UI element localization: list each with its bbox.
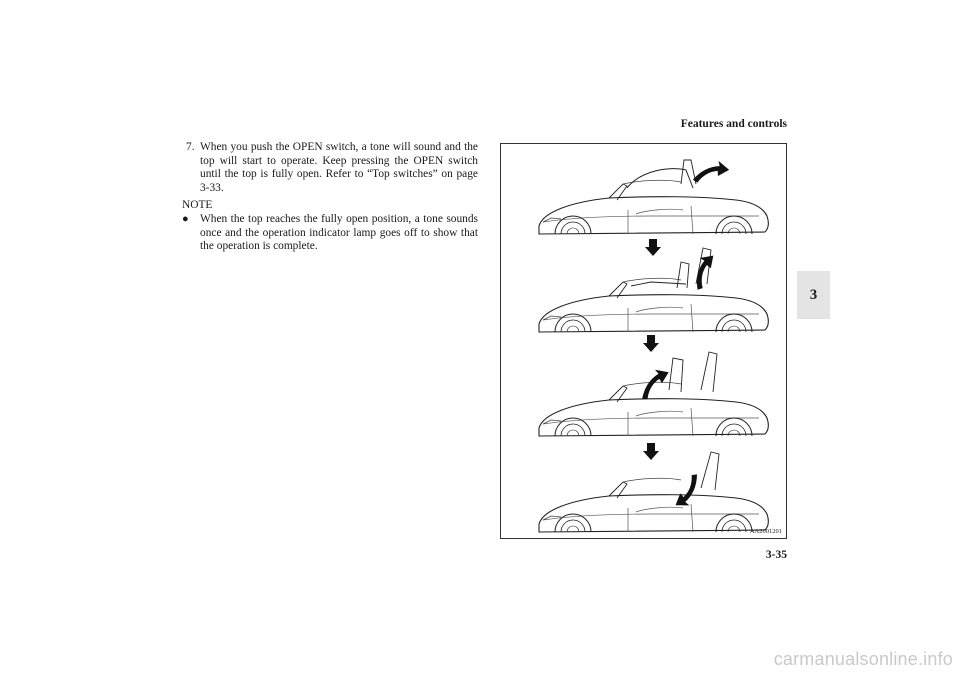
- convertible-top-figure: [500, 143, 787, 539]
- figure-illustration: [501, 144, 786, 538]
- note-text: When the top reaches the fully open position, a tone sounds once and the operation indicator lamp goes off to show that the operation is complete.: [200, 212, 478, 253]
- section-header: Features and controls: [680, 118, 787, 130]
- note-title: NOTE: [182, 199, 213, 212]
- curved-arrow-icon: [683, 250, 725, 291]
- car-stage-4: [539, 452, 768, 532]
- step-number: 7.: [186, 141, 195, 153]
- chapter-tab: [797, 271, 830, 319]
- step-text: When you push the OPEN switch, a tone will sound and the top will start to operate. Keep pressing the OPEN switch until the top is fully open. Refer to “Top switches” on page 3-33.: [200, 141, 478, 194]
- step-item: [186, 141, 478, 195]
- chapter-tab-number: 3: [809, 286, 818, 303]
- page-number: 3-35: [765, 549, 787, 561]
- car-stage-2: [539, 248, 768, 332]
- note-item: [182, 213, 478, 254]
- curved-arrow-icon: [693, 157, 731, 188]
- arrow-down-icon: [643, 335, 659, 352]
- car-stage-1: [539, 157, 768, 234]
- watermark: carmanualsonline.info: [773, 649, 953, 669]
- bullet-icon: ●: [182, 212, 189, 225]
- arrow-down-icon: [645, 239, 661, 256]
- text-column: [182, 141, 478, 254]
- car-stage-3: [539, 352, 768, 436]
- arrow-down-icon: [643, 443, 659, 460]
- figure-code: AA2001201: [749, 528, 782, 535]
